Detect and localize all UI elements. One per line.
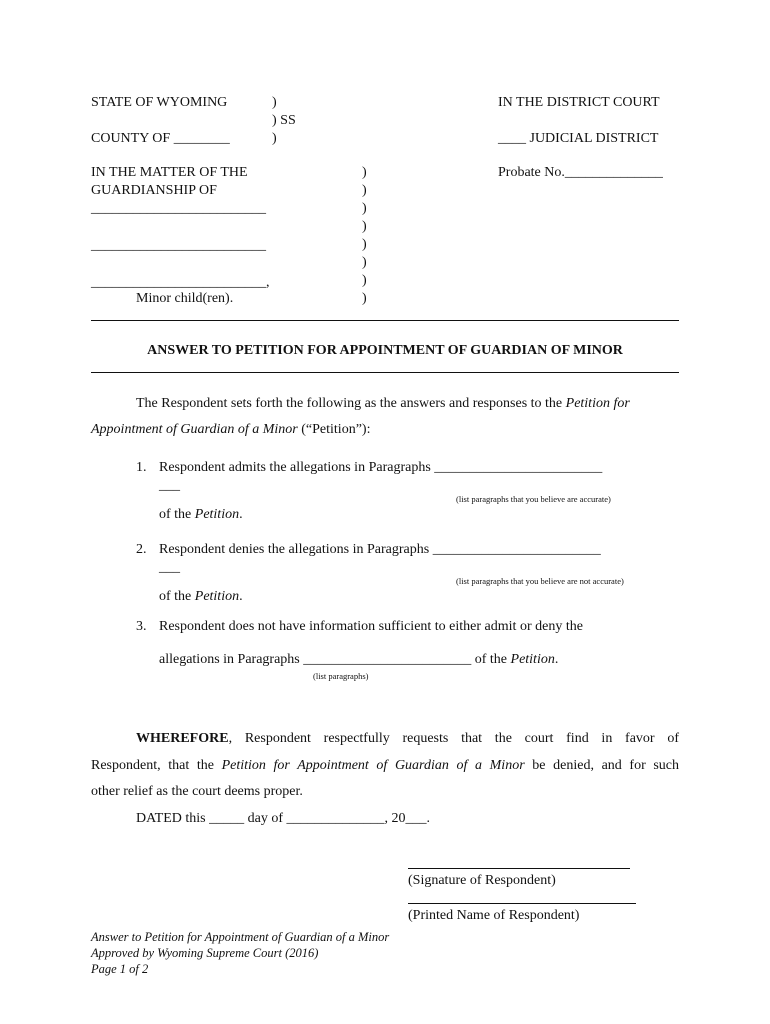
wherefore-line-3: other relief as the court deems proper. bbox=[91, 784, 303, 799]
signature-label: (Signature of Respondent) bbox=[408, 873, 556, 888]
period: . bbox=[554, 652, 559, 667]
period: . bbox=[239, 589, 243, 604]
paragraph-blank-continued: ___ bbox=[159, 478, 180, 493]
intro-petition-title: Petition for bbox=[565, 396, 630, 411]
dated-line: DATED this _____ day of ______________, 20___. bbox=[136, 811, 430, 826]
intro-suffix: (“Petition”): bbox=[301, 422, 371, 437]
item-hint: (list paragraphs) bbox=[313, 671, 369, 681]
wherefore-bold: WHEREFORE bbox=[136, 731, 229, 746]
district-label: ____ JUDICIAL DISTRICT bbox=[498, 131, 659, 146]
ward-name-blank-1: _________________________ bbox=[91, 201, 266, 216]
item-2-text bbox=[159, 541, 601, 559]
petition-term: Petition bbox=[194, 589, 240, 604]
wherefore-text: , Respondent respectfully requests that the court find in favor of bbox=[228, 731, 679, 746]
item-1-text bbox=[159, 459, 602, 477]
footer-page-number: Page 1 of 2 bbox=[91, 962, 149, 976]
item-hint: (list paragraphs that you believe are not accurate) bbox=[456, 576, 624, 586]
of-the: of the bbox=[474, 652, 508, 667]
period: . bbox=[239, 507, 243, 522]
matter-line-2: GUARDIANSHIP OF bbox=[91, 183, 217, 198]
wherefore-text: Respondent, that the bbox=[91, 758, 214, 773]
caption-paren: ) bbox=[362, 237, 367, 252]
item-3-line-2 bbox=[159, 651, 558, 669]
caption-paren: ) bbox=[362, 201, 367, 216]
item-number: 3. bbox=[136, 619, 147, 634]
footer-form-title: Answer to Petition for Appointment of Guardian of a Minor bbox=[91, 930, 390, 944]
minor-label: Minor child(ren). bbox=[136, 291, 234, 306]
paragraph-blank: ________________________ bbox=[432, 542, 601, 557]
caption-paren: ) bbox=[362, 183, 367, 198]
item-text: Respondent admits the allegations in Paragraphs bbox=[159, 460, 431, 475]
printed-name-label: (Printed Name of Respondent) bbox=[408, 908, 580, 923]
petition-term: Petition bbox=[510, 652, 555, 667]
caption-paren: ) bbox=[362, 273, 367, 288]
caption-paren: ) bbox=[362, 255, 367, 270]
item-number: 2. bbox=[136, 542, 147, 557]
signature-line bbox=[408, 868, 630, 869]
court-label: IN THE DISTRICT COURT bbox=[498, 95, 660, 110]
intro-lead: The Respondent sets forth the following as the answers and responses to the bbox=[136, 396, 563, 411]
wherefore-text: be denied, and for such bbox=[532, 758, 680, 773]
intro-line-1 bbox=[136, 395, 630, 413]
paragraph-blank-continued: ___ bbox=[159, 560, 180, 575]
caption-paren: ) bbox=[362, 291, 367, 306]
state-label: STATE OF WYOMING bbox=[91, 95, 228, 110]
paragraph-blank: ________________________ bbox=[303, 652, 472, 667]
item-text: allegations in Paragraphs bbox=[159, 652, 300, 667]
caption-paren: ) bbox=[362, 219, 367, 234]
ss-label: ) SS bbox=[272, 113, 296, 128]
item-text: Respondent denies the allegations in Paragraphs bbox=[159, 542, 430, 557]
petition-term: Petition bbox=[194, 507, 240, 522]
wherefore-line-1 bbox=[136, 730, 679, 748]
of-the: of the bbox=[159, 589, 192, 604]
of-the: of the bbox=[159, 507, 192, 522]
intro-petition-title: Appointment of Guardian of a Minor bbox=[91, 422, 298, 437]
caption-paren: ) bbox=[272, 95, 277, 110]
intro-line-2 bbox=[91, 421, 370, 439]
printed-name-line bbox=[408, 903, 636, 904]
caption-paren: ) bbox=[362, 165, 367, 180]
item-2-closing bbox=[159, 588, 243, 606]
item-hint: (list paragraphs that you believe are accurate) bbox=[456, 494, 611, 504]
footer-approval: Approved by Wyoming Supreme Court (2016) bbox=[91, 946, 319, 960]
probate-number: Probate No.______________ bbox=[498, 165, 663, 180]
ward-name-blank-2: _________________________ bbox=[91, 238, 266, 253]
caption-paren: ) bbox=[272, 131, 277, 146]
document-title: ANSWER TO PETITION FOR APPOINTMENT OF GUARDIAN OF MINOR bbox=[147, 343, 623, 358]
petition-title: Petition for Appointment of Guardian of a Minor bbox=[221, 758, 525, 773]
item-3-text: Respondent does not have information sufficient to either admit or deny the bbox=[159, 619, 583, 634]
divider bbox=[91, 320, 679, 321]
item-number: 1. bbox=[136, 460, 147, 475]
county-label: COUNTY OF ________ bbox=[91, 131, 230, 146]
wherefore-line-2 bbox=[91, 757, 679, 775]
divider bbox=[91, 372, 679, 373]
ward-name-blank-3: _________________________, bbox=[91, 275, 270, 290]
paragraph-blank: ________________________ bbox=[434, 460, 603, 475]
item-1-closing bbox=[159, 506, 243, 524]
matter-line-1: IN THE MATTER OF THE bbox=[91, 165, 248, 180]
